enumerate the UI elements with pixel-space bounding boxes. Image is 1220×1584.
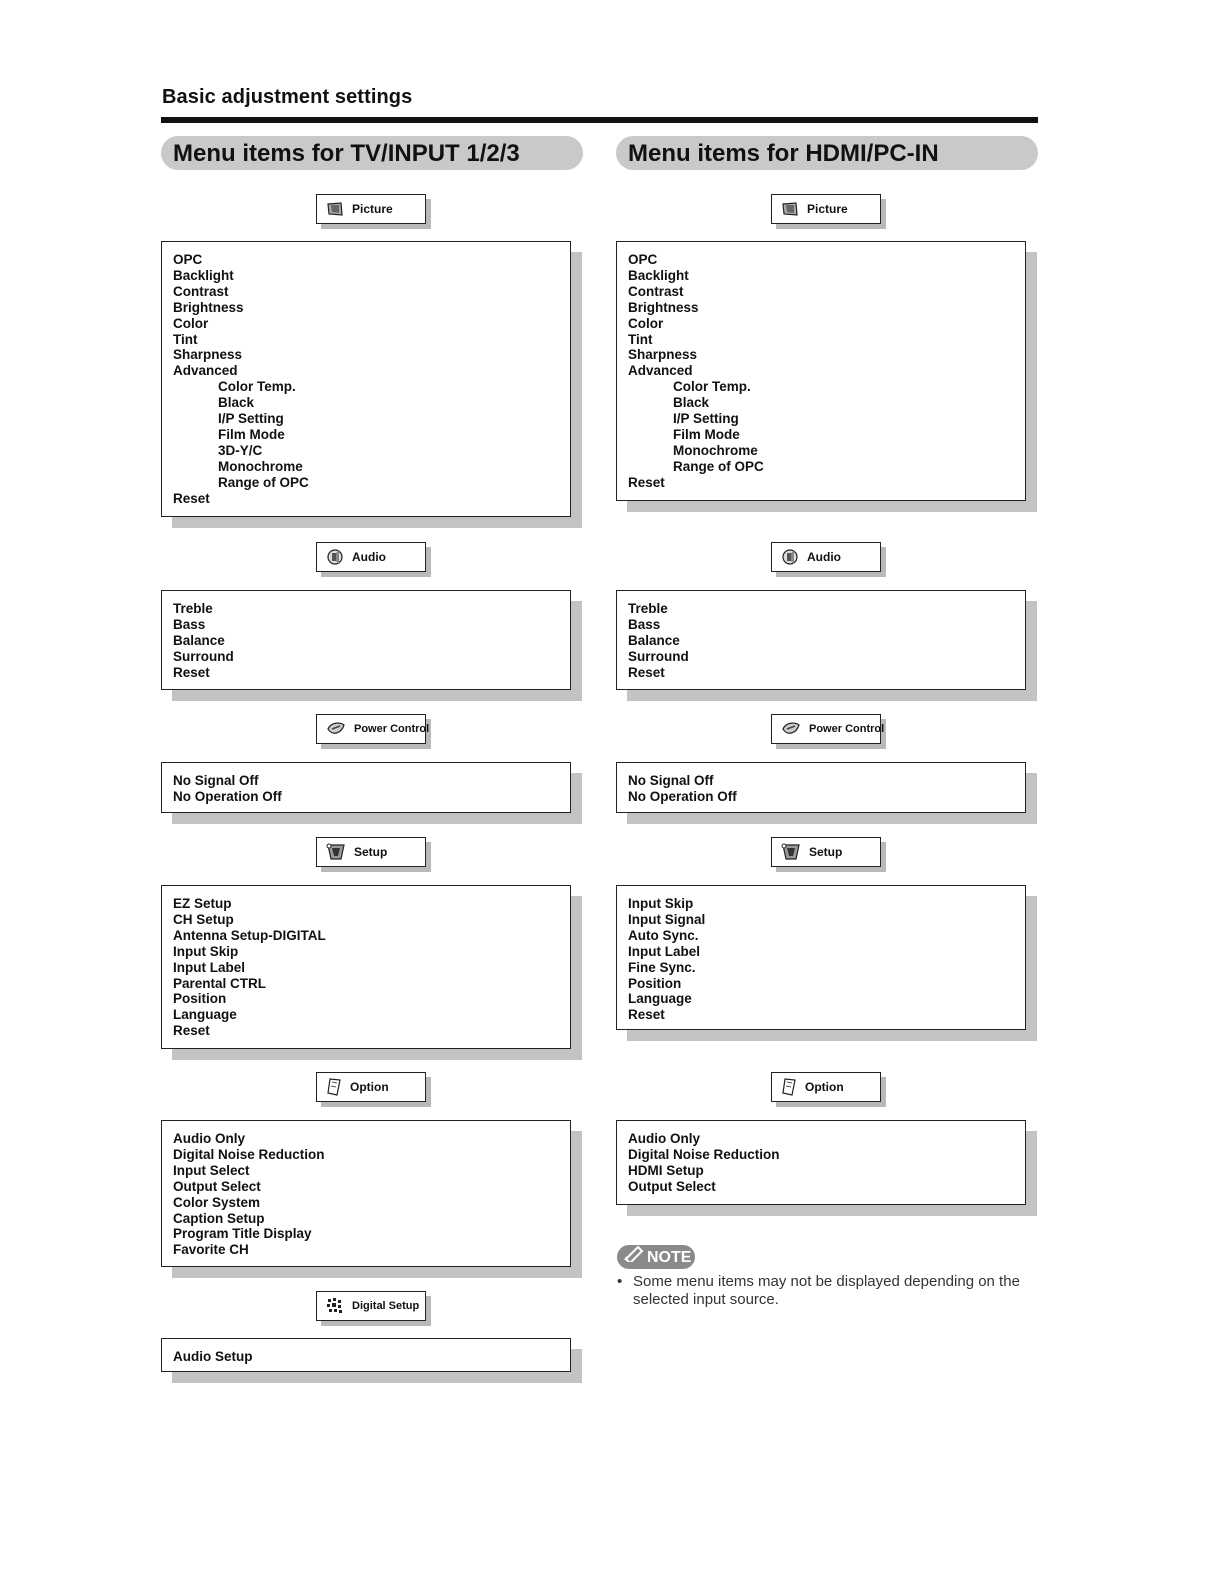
menu-tab-setup[interactable] xyxy=(771,837,881,867)
note-label: NOTE xyxy=(647,1248,692,1266)
submenu-item[interactable]: 3D-Y/C xyxy=(218,442,263,458)
menu-item[interactable]: Reset xyxy=(628,474,665,490)
audio-icon xyxy=(781,548,799,566)
submenu-item[interactable]: Monochrome xyxy=(673,442,758,458)
menu-panel xyxy=(616,590,1026,690)
menu-item[interactable]: Backlight xyxy=(173,267,234,283)
menu-item[interactable]: Language xyxy=(173,1007,237,1023)
menu-item[interactable]: Color System xyxy=(173,1194,261,1210)
audio-icon xyxy=(326,548,344,566)
menu-item[interactable]: Antenna Setup-DIGITAL xyxy=(173,927,326,943)
menu-item[interactable]: Audio Only xyxy=(628,1131,700,1146)
submenu-item[interactable]: Range of OPC xyxy=(218,474,309,490)
menu-item[interactable]: Tint xyxy=(628,331,653,347)
submenu-item[interactable]: Range of OPC xyxy=(673,458,764,474)
submenu-item[interactable]: I/P Setting xyxy=(218,411,284,427)
submenu-item[interactable]: Film Mode xyxy=(673,426,740,442)
menu-item[interactable]: No Operation Off xyxy=(173,788,282,804)
menu-item[interactable]: Digital Noise Reduction xyxy=(628,1146,780,1162)
note-bullet: • xyxy=(617,1273,623,1290)
submenu-item[interactable]: Color Temp. xyxy=(673,379,751,395)
menu-item[interactable]: OPC xyxy=(628,252,658,267)
power-control-icon xyxy=(781,721,801,737)
menu-item[interactable]: Input Label xyxy=(628,943,700,959)
submenu-item[interactable]: I/P Setting xyxy=(673,411,739,427)
menu-tab-label: Audio xyxy=(807,550,841,564)
menu-tab-label: Setup xyxy=(354,845,388,859)
menu-item[interactable]: Auto Sync. xyxy=(628,927,699,943)
menu-item[interactable]: EZ Setup xyxy=(173,896,232,911)
menu-tab-label: Power Control xyxy=(354,723,430,735)
note-text xyxy=(617,1273,1057,1309)
menu-item[interactable]: Balance xyxy=(173,632,225,648)
column-tv-input xyxy=(161,136,583,1364)
menu-item[interactable]: Digital Noise Reduction xyxy=(173,1146,325,1162)
picture-icon xyxy=(326,202,344,216)
menu-panel xyxy=(161,241,571,517)
menu-item[interactable]: CH Setup xyxy=(173,911,234,927)
power-control-icon xyxy=(326,721,346,737)
menu-item[interactable]: Input Skip xyxy=(173,943,239,959)
menu-tab-label: Picture xyxy=(352,202,393,216)
menu-item[interactable]: Sharpness xyxy=(173,347,243,363)
menu-item[interactable]: Input Skip xyxy=(628,896,694,911)
menu-panel xyxy=(616,762,1026,813)
menu-panel xyxy=(161,590,571,690)
menu-item[interactable]: Contrast xyxy=(173,283,229,299)
menu-item[interactable]: Fine Sync. xyxy=(628,959,696,975)
note-badge xyxy=(617,1245,695,1269)
picture-icon xyxy=(781,202,799,216)
menu-item[interactable]: Output Select xyxy=(628,1178,716,1194)
menu-panel xyxy=(616,1120,1026,1205)
menu-item[interactable]: Surround xyxy=(173,648,234,664)
menu-tab-picture[interactable] xyxy=(771,194,881,224)
menu-item[interactable]: Advanced xyxy=(173,363,238,379)
menu-item[interactable]: Treble xyxy=(628,601,668,616)
menu-tab-power-control[interactable] xyxy=(771,714,885,744)
option-icon xyxy=(326,1078,342,1096)
menu-tab-label: Digital Setup xyxy=(352,1300,420,1312)
menu-item[interactable]: Brightness xyxy=(173,299,244,315)
menu-item[interactable]: No Signal Off xyxy=(628,773,714,788)
menu-panel xyxy=(161,885,571,1049)
option-icon xyxy=(781,1078,797,1096)
menu-panel xyxy=(161,762,571,813)
menu-item[interactable]: Brightness xyxy=(628,299,699,315)
pencil-icon xyxy=(623,1244,645,1270)
menu-item[interactable]: Advanced xyxy=(628,363,693,379)
submenu-item[interactable]: Black xyxy=(218,395,255,411)
column-hdmi-pc xyxy=(616,136,1038,1194)
menu-tab-setup[interactable] xyxy=(316,837,426,867)
menu-item[interactable]: Balance xyxy=(628,632,680,648)
menu-item[interactable]: Bass xyxy=(173,616,206,632)
menu-panel xyxy=(616,885,1026,1030)
menu-item[interactable]: Reset xyxy=(628,664,665,680)
menu-tab-power-control[interactable] xyxy=(316,714,430,744)
menu-panel xyxy=(161,1120,571,1267)
menu-panel xyxy=(616,241,1026,501)
menu-item[interactable]: Parental CTRL xyxy=(173,975,267,991)
submenu-item[interactable]: Film Mode xyxy=(218,426,285,442)
menu-item[interactable]: No Operation Off xyxy=(628,788,737,804)
menu-item[interactable]: Language xyxy=(628,991,692,1007)
menu-item[interactable]: Color xyxy=(628,315,664,331)
section-title: Basic adjustment settings xyxy=(162,86,413,108)
digital-setup-icon xyxy=(326,1297,344,1315)
menu-item[interactable]: Input Select xyxy=(173,1162,250,1178)
menu-tab-label: Setup xyxy=(809,845,843,859)
menu-item[interactable]: Position xyxy=(173,991,227,1007)
column-banner: Menu items for TV/INPUT 1/2/3 xyxy=(161,136,583,170)
menu-item[interactable]: OPC xyxy=(173,252,203,267)
menu-item[interactable]: Surround xyxy=(628,648,689,664)
menu-item[interactable]: Contrast xyxy=(628,283,684,299)
menu-item[interactable]: Color xyxy=(173,315,209,331)
submenu-item[interactable]: Black xyxy=(673,395,710,411)
menu-item[interactable]: Position xyxy=(628,975,682,991)
menu-tab-label: Option xyxy=(350,1080,389,1094)
menu-item[interactable]: Bass xyxy=(628,616,661,632)
column-banner: Menu items for HDMI/PC-IN xyxy=(616,136,1038,170)
menu-item[interactable]: Output Select xyxy=(173,1178,261,1194)
menu-item[interactable]: Reset xyxy=(173,664,210,680)
menu-item[interactable]: No Signal Off xyxy=(173,773,259,788)
menu-tab-audio[interactable] xyxy=(771,542,881,572)
menu-item[interactable]: Input Label xyxy=(173,959,245,975)
menu-item[interactable]: Reset xyxy=(628,1007,665,1023)
submenu-item[interactable]: Monochrome xyxy=(218,458,303,474)
menu-panel xyxy=(161,1338,571,1372)
menu-tab-label: Option xyxy=(805,1080,844,1094)
menu-item[interactable]: Treble xyxy=(173,601,213,616)
menu-tab-digital-setup[interactable] xyxy=(316,1291,426,1321)
menu-item[interactable]: Program Title Display xyxy=(173,1226,312,1242)
menu-item[interactable]: Favorite CH xyxy=(173,1242,249,1258)
setup-icon xyxy=(326,843,346,861)
menu-item[interactable]: Backlight xyxy=(628,267,689,283)
title-rule xyxy=(161,117,1038,123)
setup-icon xyxy=(781,843,801,861)
menu-item[interactable]: Reset xyxy=(173,1023,210,1039)
menu-tab-option[interactable] xyxy=(771,1072,881,1102)
menu-tab-label: Picture xyxy=(807,202,848,216)
menu-tab-audio[interactable] xyxy=(316,542,426,572)
menu-tab-label: Audio xyxy=(352,550,386,564)
menu-item[interactable]: Tint xyxy=(173,331,198,347)
menu-tab-label: Power Control xyxy=(809,723,885,735)
menu-item[interactable]: Audio Only xyxy=(173,1131,245,1146)
menu-tab-picture[interactable] xyxy=(316,194,426,224)
menu-item[interactable]: Audio Setup xyxy=(173,1349,253,1364)
menu-item[interactable]: Caption Setup xyxy=(173,1210,265,1226)
menu-item[interactable]: Reset xyxy=(173,490,210,506)
menu-item[interactable]: Input Signal xyxy=(628,911,706,927)
note-body: Some menu items may not be displayed depending on the selected input source. xyxy=(633,1273,1020,1308)
menu-item[interactable]: Sharpness xyxy=(628,347,698,363)
menu-item[interactable]: HDMI Setup xyxy=(628,1162,704,1178)
submenu-item[interactable]: Color Temp. xyxy=(218,379,296,395)
menu-tab-option[interactable] xyxy=(316,1072,426,1102)
